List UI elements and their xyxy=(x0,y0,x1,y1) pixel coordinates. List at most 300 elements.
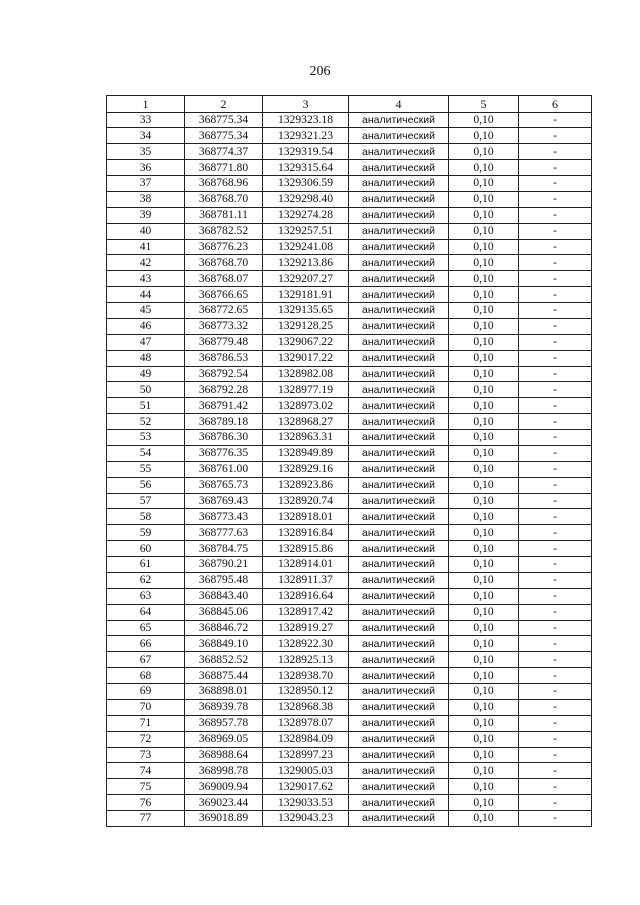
x-coordinate-cell: 368766.65 xyxy=(185,287,263,303)
method-cell: аналитический xyxy=(349,461,449,477)
table-row xyxy=(107,223,592,239)
accuracy-cell: 0,10 xyxy=(449,398,519,414)
x-coordinate-cell: 368782.52 xyxy=(185,223,263,239)
y-coordinate-cell: 1328978.07 xyxy=(263,715,349,731)
table-row xyxy=(107,207,592,223)
x-coordinate-cell: 368998.78 xyxy=(185,763,263,779)
y-coordinate-cell: 1328984.09 xyxy=(263,731,349,747)
accuracy-cell: 0,10 xyxy=(449,112,519,128)
method-cell: аналитический xyxy=(349,176,449,192)
note-cell: - xyxy=(519,430,592,446)
point-number-cell: 54 xyxy=(107,445,185,461)
point-number-cell: 58 xyxy=(107,509,185,525)
x-coordinate-cell: 368769.43 xyxy=(185,493,263,509)
method-cell: аналитический xyxy=(349,779,449,795)
accuracy-cell: 0,10 xyxy=(449,811,519,827)
method-cell: аналитический xyxy=(349,715,449,731)
accuracy-cell: 0,10 xyxy=(449,477,519,493)
method-cell: аналитический xyxy=(349,430,449,446)
y-coordinate-cell: 1328918.01 xyxy=(263,509,349,525)
table-row xyxy=(107,191,592,207)
accuracy-cell: 0,10 xyxy=(449,128,519,144)
table-row xyxy=(107,541,592,557)
y-coordinate-cell: 1329005.03 xyxy=(263,763,349,779)
accuracy-cell: 0,10 xyxy=(449,382,519,398)
column-header: 4 xyxy=(349,96,449,113)
accuracy-cell: 0,10 xyxy=(449,445,519,461)
x-coordinate-cell: 368779.48 xyxy=(185,334,263,350)
y-coordinate-cell: 1328929.16 xyxy=(263,461,349,477)
accuracy-cell: 0,10 xyxy=(449,144,519,160)
method-cell: аналитический xyxy=(349,255,449,271)
note-cell: - xyxy=(519,239,592,255)
x-coordinate-cell: 369023.44 xyxy=(185,795,263,811)
method-cell: аналитический xyxy=(349,445,449,461)
point-number-cell: 53 xyxy=(107,430,185,446)
accuracy-cell: 0,10 xyxy=(449,668,519,684)
table-row xyxy=(107,144,592,160)
note-cell: - xyxy=(519,572,592,588)
method-cell: аналитический xyxy=(349,128,449,144)
y-coordinate-cell: 1328950.12 xyxy=(263,684,349,700)
note-cell: - xyxy=(519,350,592,366)
point-number-cell: 55 xyxy=(107,461,185,477)
table-row xyxy=(107,620,592,636)
note-cell: - xyxy=(519,176,592,192)
point-number-cell: 48 xyxy=(107,350,185,366)
table-row xyxy=(107,699,592,715)
accuracy-cell: 0,10 xyxy=(449,318,519,334)
x-coordinate-cell: 368777.63 xyxy=(185,525,263,541)
point-number-cell: 73 xyxy=(107,747,185,763)
x-coordinate-cell: 368784.75 xyxy=(185,541,263,557)
point-number-cell: 59 xyxy=(107,525,185,541)
method-cell: аналитический xyxy=(349,588,449,604)
column-header: 1 xyxy=(107,96,185,113)
y-coordinate-cell: 1328963.31 xyxy=(263,430,349,446)
table-row xyxy=(107,382,592,398)
method-cell: аналитический xyxy=(349,287,449,303)
accuracy-cell: 0,10 xyxy=(449,684,519,700)
note-cell: - xyxy=(519,493,592,509)
method-cell: аналитический xyxy=(349,604,449,620)
y-coordinate-cell: 1329135.65 xyxy=(263,303,349,319)
method-cell: аналитический xyxy=(349,477,449,493)
accuracy-cell: 0,10 xyxy=(449,636,519,652)
note-cell: - xyxy=(519,779,592,795)
point-number-cell: 68 xyxy=(107,668,185,684)
table-header-row xyxy=(107,96,592,113)
point-number-cell: 42 xyxy=(107,255,185,271)
point-number-cell: 71 xyxy=(107,715,185,731)
method-cell: аналитический xyxy=(349,191,449,207)
x-coordinate-cell: 368776.23 xyxy=(185,239,263,255)
note-cell: - xyxy=(519,668,592,684)
note-cell: - xyxy=(519,255,592,271)
x-coordinate-cell: 368849.10 xyxy=(185,636,263,652)
table-row xyxy=(107,763,592,779)
method-cell: аналитический xyxy=(349,572,449,588)
y-coordinate-cell: 1329315.64 xyxy=(263,160,349,176)
accuracy-cell: 0,10 xyxy=(449,525,519,541)
table-row xyxy=(107,239,592,255)
y-coordinate-cell: 1329181.91 xyxy=(263,287,349,303)
y-coordinate-cell: 1328949.89 xyxy=(263,445,349,461)
x-coordinate-cell: 368789.18 xyxy=(185,414,263,430)
table-row xyxy=(107,795,592,811)
y-coordinate-cell: 1329213.86 xyxy=(263,255,349,271)
table-row xyxy=(107,334,592,350)
point-number-cell: 40 xyxy=(107,223,185,239)
x-coordinate-cell: 368761.00 xyxy=(185,461,263,477)
point-number-cell: 69 xyxy=(107,684,185,700)
page-number: 206 xyxy=(309,64,331,79)
accuracy-cell: 0,10 xyxy=(449,604,519,620)
accuracy-cell: 0,10 xyxy=(449,588,519,604)
x-coordinate-cell: 368768.96 xyxy=(185,176,263,192)
y-coordinate-cell: 1329017.22 xyxy=(263,350,349,366)
method-cell: аналитический xyxy=(349,271,449,287)
y-coordinate-cell: 1329321.23 xyxy=(263,128,349,144)
note-cell: - xyxy=(519,509,592,525)
y-coordinate-cell: 1328919.27 xyxy=(263,620,349,636)
table-row xyxy=(107,477,592,493)
point-number-cell: 49 xyxy=(107,366,185,382)
table-row xyxy=(107,572,592,588)
y-coordinate-cell: 1329043.23 xyxy=(263,811,349,827)
coordinates-table xyxy=(106,95,592,827)
table-row xyxy=(107,684,592,700)
x-coordinate-cell: 368776.35 xyxy=(185,445,263,461)
table-row xyxy=(107,398,592,414)
y-coordinate-cell: 1328920.74 xyxy=(263,493,349,509)
x-coordinate-cell: 368792.54 xyxy=(185,366,263,382)
note-cell: - xyxy=(519,795,592,811)
x-coordinate-cell: 368791.42 xyxy=(185,398,263,414)
accuracy-cell: 0,10 xyxy=(449,620,519,636)
column-header: 2 xyxy=(185,96,263,113)
method-cell: аналитический xyxy=(349,223,449,239)
y-coordinate-cell: 1329067.22 xyxy=(263,334,349,350)
x-coordinate-cell: 368846.72 xyxy=(185,620,263,636)
method-cell: аналитический xyxy=(349,112,449,128)
accuracy-cell: 0,10 xyxy=(449,176,519,192)
note-cell: - xyxy=(519,541,592,557)
x-coordinate-cell: 368969.05 xyxy=(185,731,263,747)
accuracy-cell: 0,10 xyxy=(449,461,519,477)
table-row xyxy=(107,176,592,192)
table-row xyxy=(107,430,592,446)
note-cell: - xyxy=(519,699,592,715)
point-number-cell: 46 xyxy=(107,318,185,334)
point-number-cell: 62 xyxy=(107,572,185,588)
accuracy-cell: 0,10 xyxy=(449,715,519,731)
column-header: 3 xyxy=(263,96,349,113)
table-row xyxy=(107,588,592,604)
note-cell: - xyxy=(519,223,592,239)
point-number-cell: 74 xyxy=(107,763,185,779)
y-coordinate-cell: 1329207.27 xyxy=(263,271,349,287)
y-coordinate-cell: 1329298.40 xyxy=(263,191,349,207)
accuracy-cell: 0,10 xyxy=(449,509,519,525)
table-row xyxy=(107,112,592,128)
point-number-cell: 70 xyxy=(107,699,185,715)
table-row xyxy=(107,811,592,827)
x-coordinate-cell: 368988.64 xyxy=(185,747,263,763)
note-cell: - xyxy=(519,414,592,430)
y-coordinate-cell: 1328923.86 xyxy=(263,477,349,493)
x-coordinate-cell: 368781.11 xyxy=(185,207,263,223)
table-row xyxy=(107,366,592,382)
note-cell: - xyxy=(519,303,592,319)
point-number-cell: 39 xyxy=(107,207,185,223)
point-number-cell: 76 xyxy=(107,795,185,811)
note-cell: - xyxy=(519,366,592,382)
accuracy-cell: 0,10 xyxy=(449,699,519,715)
x-coordinate-cell: 368875.44 xyxy=(185,668,263,684)
y-coordinate-cell: 1329306.59 xyxy=(263,176,349,192)
point-number-cell: 57 xyxy=(107,493,185,509)
x-coordinate-cell: 368768.70 xyxy=(185,191,263,207)
table-row xyxy=(107,509,592,525)
accuracy-cell: 0,10 xyxy=(449,366,519,382)
note-cell: - xyxy=(519,112,592,128)
accuracy-cell: 0,10 xyxy=(449,303,519,319)
method-cell: аналитический xyxy=(349,382,449,398)
table-row xyxy=(107,493,592,509)
method-cell: аналитический xyxy=(349,811,449,827)
table-row xyxy=(107,668,592,684)
point-number-cell: 45 xyxy=(107,303,185,319)
x-coordinate-cell: 368775.34 xyxy=(185,112,263,128)
point-number-cell: 56 xyxy=(107,477,185,493)
note-cell: - xyxy=(519,684,592,700)
table-row xyxy=(107,652,592,668)
x-coordinate-cell: 368957.78 xyxy=(185,715,263,731)
x-coordinate-cell: 368773.32 xyxy=(185,318,263,334)
accuracy-cell: 0,10 xyxy=(449,731,519,747)
note-cell: - xyxy=(519,398,592,414)
note-cell: - xyxy=(519,271,592,287)
note-cell: - xyxy=(519,604,592,620)
y-coordinate-cell: 1328922.30 xyxy=(263,636,349,652)
accuracy-cell: 0,10 xyxy=(449,493,519,509)
accuracy-cell: 0,10 xyxy=(449,160,519,176)
note-cell: - xyxy=(519,461,592,477)
point-number-cell: 41 xyxy=(107,239,185,255)
method-cell: аналитический xyxy=(349,747,449,763)
note-cell: - xyxy=(519,207,592,223)
x-coordinate-cell: 368898.01 xyxy=(185,684,263,700)
accuracy-cell: 0,10 xyxy=(449,747,519,763)
table-row xyxy=(107,303,592,319)
accuracy-cell: 0,10 xyxy=(449,541,519,557)
method-cell: аналитический xyxy=(349,144,449,160)
x-coordinate-cell: 368771.80 xyxy=(185,160,263,176)
point-number-cell: 72 xyxy=(107,731,185,747)
point-number-cell: 43 xyxy=(107,271,185,287)
x-coordinate-cell: 368792.28 xyxy=(185,382,263,398)
method-cell: аналитический xyxy=(349,398,449,414)
point-number-cell: 47 xyxy=(107,334,185,350)
column-header: 6 xyxy=(519,96,592,113)
point-number-cell: 34 xyxy=(107,128,185,144)
x-coordinate-cell: 368852.52 xyxy=(185,652,263,668)
point-number-cell: 75 xyxy=(107,779,185,795)
y-coordinate-cell: 1328914.01 xyxy=(263,557,349,573)
x-coordinate-cell: 368786.53 xyxy=(185,350,263,366)
x-coordinate-cell: 369009.94 xyxy=(185,779,263,795)
x-coordinate-cell: 369018.89 xyxy=(185,811,263,827)
method-cell: аналитический xyxy=(349,684,449,700)
method-cell: аналитический xyxy=(349,652,449,668)
x-coordinate-cell: 368786.30 xyxy=(185,430,263,446)
accuracy-cell: 0,10 xyxy=(449,795,519,811)
method-cell: аналитический xyxy=(349,668,449,684)
point-number-cell: 61 xyxy=(107,557,185,573)
table-row xyxy=(107,779,592,795)
note-cell: - xyxy=(519,763,592,779)
y-coordinate-cell: 1328977.19 xyxy=(263,382,349,398)
note-cell: - xyxy=(519,747,592,763)
y-coordinate-cell: 1329128.25 xyxy=(263,318,349,334)
y-coordinate-cell: 1328973.02 xyxy=(263,398,349,414)
y-coordinate-cell: 1328915.86 xyxy=(263,541,349,557)
method-cell: аналитический xyxy=(349,509,449,525)
note-cell: - xyxy=(519,557,592,573)
table-row xyxy=(107,414,592,430)
y-coordinate-cell: 1329241.08 xyxy=(263,239,349,255)
method-cell: аналитический xyxy=(349,525,449,541)
method-cell: аналитический xyxy=(349,795,449,811)
table-row xyxy=(107,445,592,461)
y-coordinate-cell: 1328916.84 xyxy=(263,525,349,541)
note-cell: - xyxy=(519,588,592,604)
table-row xyxy=(107,715,592,731)
accuracy-cell: 0,10 xyxy=(449,557,519,573)
note-cell: - xyxy=(519,191,592,207)
note-cell: - xyxy=(519,731,592,747)
note-cell: - xyxy=(519,477,592,493)
x-coordinate-cell: 368845.06 xyxy=(185,604,263,620)
column-header: 5 xyxy=(449,96,519,113)
note-cell: - xyxy=(519,287,592,303)
note-cell: - xyxy=(519,334,592,350)
method-cell: аналитический xyxy=(349,557,449,573)
note-cell: - xyxy=(519,382,592,398)
note-cell: - xyxy=(519,715,592,731)
accuracy-cell: 0,10 xyxy=(449,239,519,255)
y-coordinate-cell: 1329017.62 xyxy=(263,779,349,795)
note-cell: - xyxy=(519,318,592,334)
accuracy-cell: 0,10 xyxy=(449,430,519,446)
y-coordinate-cell: 1328925.13 xyxy=(263,652,349,668)
method-cell: аналитический xyxy=(349,731,449,747)
table-row xyxy=(107,636,592,652)
accuracy-cell: 0,10 xyxy=(449,763,519,779)
method-cell: аналитический xyxy=(349,636,449,652)
point-number-cell: 77 xyxy=(107,811,185,827)
method-cell: аналитический xyxy=(349,350,449,366)
method-cell: аналитический xyxy=(349,318,449,334)
x-coordinate-cell: 368765.73 xyxy=(185,477,263,493)
table-row xyxy=(107,318,592,334)
method-cell: аналитический xyxy=(349,239,449,255)
point-number-cell: 50 xyxy=(107,382,185,398)
method-cell: аналитический xyxy=(349,541,449,557)
y-coordinate-cell: 1328911.37 xyxy=(263,572,349,588)
point-number-cell: 66 xyxy=(107,636,185,652)
point-number-cell: 51 xyxy=(107,398,185,414)
method-cell: аналитический xyxy=(349,160,449,176)
point-number-cell: 52 xyxy=(107,414,185,430)
table-row xyxy=(107,160,592,176)
point-number-cell: 36 xyxy=(107,160,185,176)
y-coordinate-cell: 1329319.54 xyxy=(263,144,349,160)
accuracy-cell: 0,10 xyxy=(449,223,519,239)
table-row xyxy=(107,747,592,763)
accuracy-cell: 0,10 xyxy=(449,779,519,795)
point-number-cell: 64 xyxy=(107,604,185,620)
x-coordinate-cell: 368795.48 xyxy=(185,572,263,588)
point-number-cell: 38 xyxy=(107,191,185,207)
y-coordinate-cell: 1328997.23 xyxy=(263,747,349,763)
point-number-cell: 67 xyxy=(107,652,185,668)
table-row xyxy=(107,255,592,271)
accuracy-cell: 0,10 xyxy=(449,207,519,223)
point-number-cell: 33 xyxy=(107,112,185,128)
y-coordinate-cell: 1328968.38 xyxy=(263,699,349,715)
point-number-cell: 65 xyxy=(107,620,185,636)
x-coordinate-cell: 368939.78 xyxy=(185,699,263,715)
x-coordinate-cell: 368773.43 xyxy=(185,509,263,525)
table-row xyxy=(107,128,592,144)
table-row xyxy=(107,557,592,573)
y-coordinate-cell: 1328917.42 xyxy=(263,604,349,620)
method-cell: аналитический xyxy=(349,334,449,350)
accuracy-cell: 0,10 xyxy=(449,350,519,366)
table-row xyxy=(107,287,592,303)
method-cell: аналитический xyxy=(349,207,449,223)
point-number-cell: 37 xyxy=(107,176,185,192)
y-coordinate-cell: 1329323.18 xyxy=(263,112,349,128)
note-cell: - xyxy=(519,636,592,652)
point-number-cell: 44 xyxy=(107,287,185,303)
note-cell: - xyxy=(519,128,592,144)
table-row xyxy=(107,271,592,287)
accuracy-cell: 0,10 xyxy=(449,255,519,271)
y-coordinate-cell: 1329274.28 xyxy=(263,207,349,223)
accuracy-cell: 0,10 xyxy=(449,652,519,668)
method-cell: аналитический xyxy=(349,366,449,382)
x-coordinate-cell: 368843.40 xyxy=(185,588,263,604)
y-coordinate-cell: 1329033.53 xyxy=(263,795,349,811)
accuracy-cell: 0,10 xyxy=(449,414,519,430)
accuracy-cell: 0,10 xyxy=(449,334,519,350)
note-cell: - xyxy=(519,652,592,668)
note-cell: - xyxy=(519,811,592,827)
y-coordinate-cell: 1328938.70 xyxy=(263,668,349,684)
note-cell: - xyxy=(519,144,592,160)
x-coordinate-cell: 368790.21 xyxy=(185,557,263,573)
x-coordinate-cell: 368768.07 xyxy=(185,271,263,287)
x-coordinate-cell: 368772.65 xyxy=(185,303,263,319)
accuracy-cell: 0,10 xyxy=(449,287,519,303)
accuracy-cell: 0,10 xyxy=(449,271,519,287)
note-cell: - xyxy=(519,445,592,461)
note-cell: - xyxy=(519,620,592,636)
x-coordinate-cell: 368774.37 xyxy=(185,144,263,160)
